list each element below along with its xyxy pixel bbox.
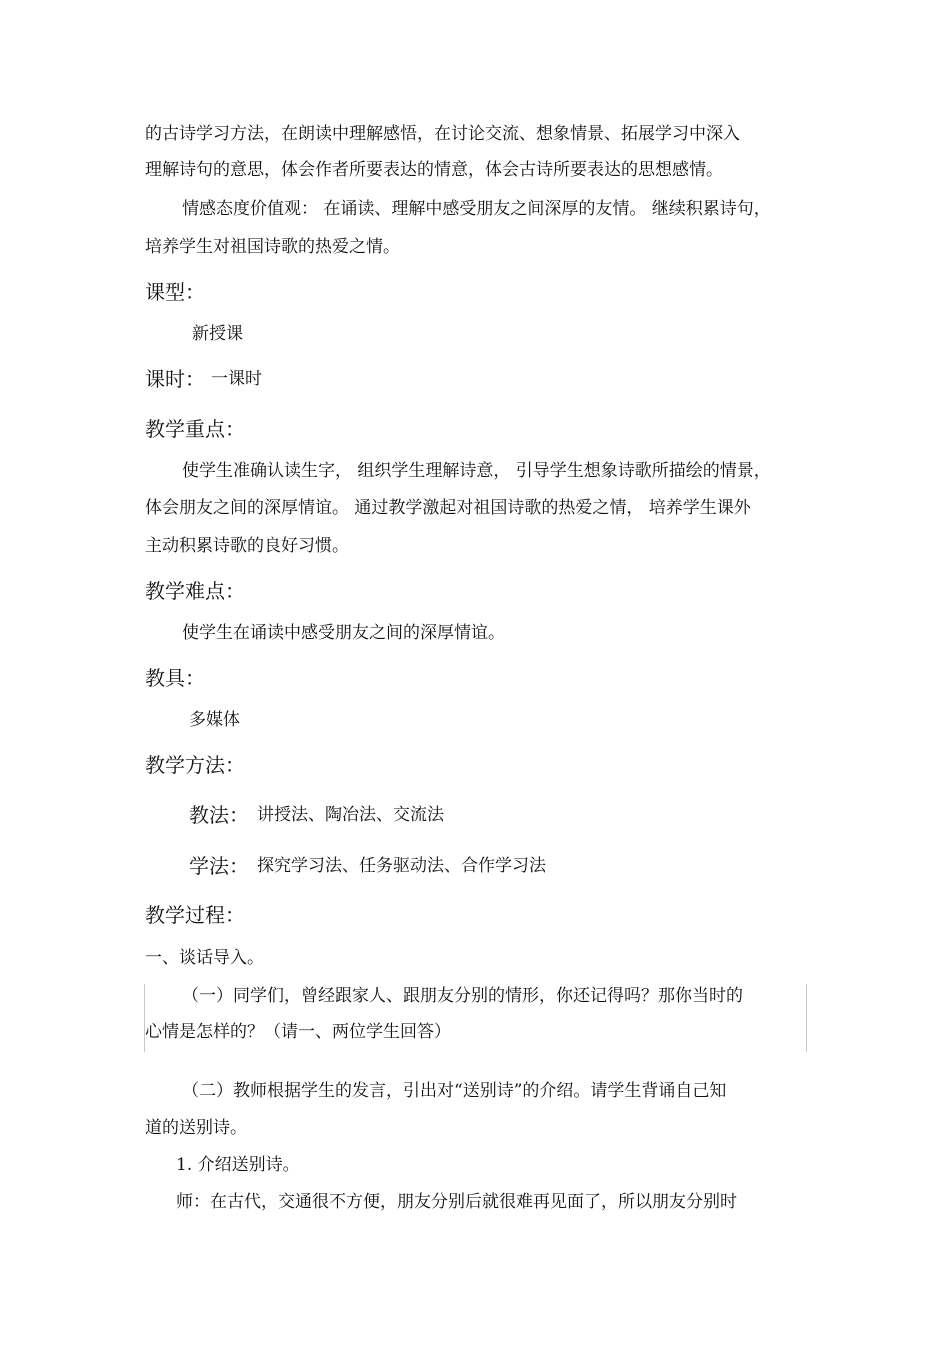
paragraph-line: （一）同学们，曾经跟家人、跟朋友分别的情形，你还记得吗？那你当时的 xyxy=(182,986,743,1006)
section-heading-course-type: 课型： xyxy=(145,280,205,304)
paragraph-line: 道的送别诗。 xyxy=(145,1118,247,1138)
teach-method-label: 教法： xyxy=(189,803,249,827)
section-heading-difficulty: 教学难点： xyxy=(145,579,245,603)
paragraph-line: 理解诗句的意思，体会作者所要表达的情意，体会古诗所要表达的思想感情。 xyxy=(145,160,723,180)
paragraph-line: （二）教师根据学生的发言，引出对“送别诗”的介绍。请学生背诵自己知 xyxy=(182,1081,727,1101)
section-heading-tools: 教具： xyxy=(145,666,205,690)
section-heading-hours: 课时： xyxy=(145,367,205,391)
teach-method-value: 讲授法、陶冶法、交流法 xyxy=(257,805,444,825)
paragraph-line: 培养学生对祖国诗歌的热爱之情。 xyxy=(145,237,400,257)
section-heading-process: 教学过程： xyxy=(145,903,245,927)
table-border-right xyxy=(806,984,807,1052)
course-type-value: 新授课 xyxy=(192,324,243,344)
list-item: 1. 介绍送别诗。 xyxy=(176,1155,300,1175)
paragraph-line: 心情是怎样的？（请一、两位学生回答） xyxy=(145,1022,451,1042)
paragraph-line: 师：在古代，交通很不方便，朋友分别后就很难再见面了，所以朋友分别时 xyxy=(176,1192,737,1212)
paragraph-line: 体会朋友之间的深厚情谊。 通过教学激起对祖国诗歌的热爱之情， 培养学生课外 xyxy=(145,498,751,518)
paragraph-line: 使学生准确认读生字， 组织学生理解诗意， 引导学生想象诗歌所描绘的情景， xyxy=(182,461,771,481)
learn-method-label: 学法： xyxy=(189,854,249,878)
paragraph-line: 情感态度价值观： 在诵读、理解中感受朋友之间深厚的友情。 继续积累诗句， xyxy=(182,199,771,219)
hours-value: 一课时 xyxy=(211,369,262,389)
section-heading-methods: 教学方法： xyxy=(145,753,245,777)
tools-value: 多媒体 xyxy=(189,710,240,730)
learn-method-value: 探究学习法、任务驱动法、合作学习法 xyxy=(257,856,546,876)
step-heading: 一、谈话导入。 xyxy=(145,948,264,968)
difficulty-value: 使学生在诵读中感受朋友之间的深厚情谊。 xyxy=(182,623,505,643)
paragraph-line: 主动积累诗歌的良好习惯。 xyxy=(145,536,349,556)
paragraph-line: 的古诗学习方法，在朗读中理解感悟，在讨论交流、想象情景、拓展学习中深入 xyxy=(145,124,740,144)
section-heading-key-points: 教学重点： xyxy=(145,417,245,441)
